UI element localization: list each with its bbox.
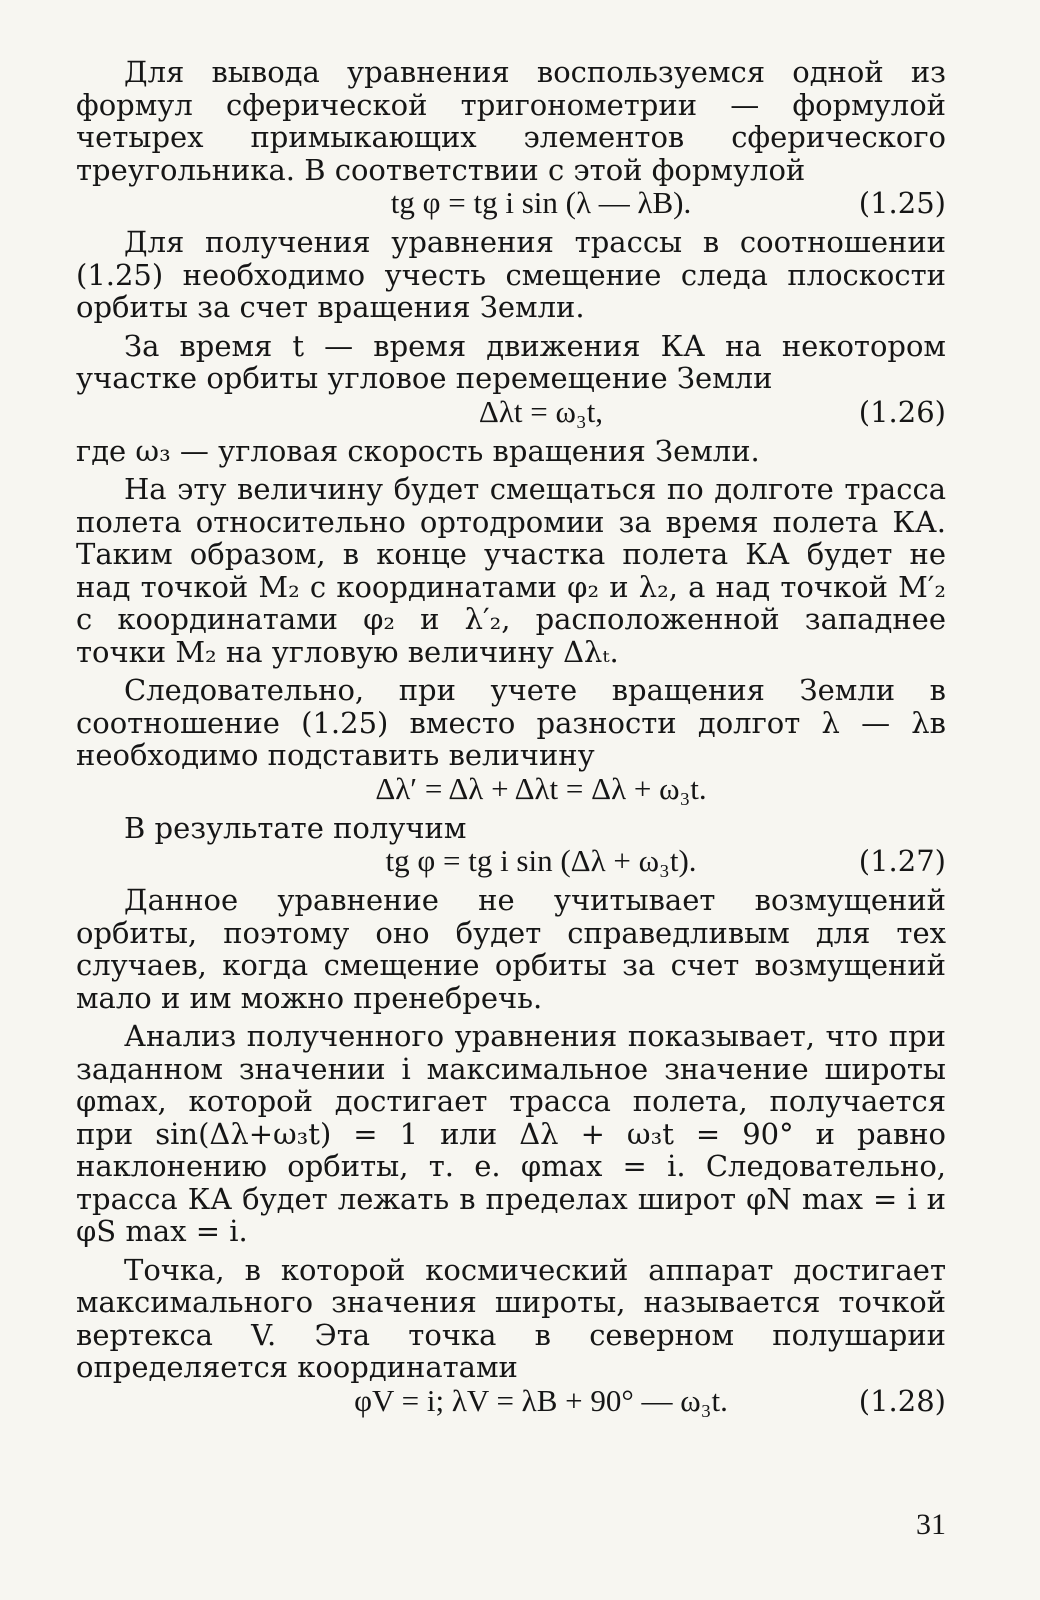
- paragraph-8: Данное уравнение не учитывает возмущений орбиты, поэтому оно будет справедливым для тех случаев, когда смещение орбиты за счет возмущений мало и им можно пренебречь.: [76, 883, 946, 1015]
- equation-1-27: [76, 844, 946, 878]
- equation-expression: tg φ = tg i sin (Δλ + ω₃t).: [385, 843, 697, 878]
- equation-1-26: [76, 395, 946, 429]
- paragraph-7: В результате получим: [124, 810, 467, 845]
- paragraph-10: Точка, в которой космический аппарат достигает максимального значения широты, называется точкой вертекса V. Эта точка в северном полушарии определяется координатами: [76, 1252, 946, 1384]
- page-body: [76, 56, 946, 1418]
- paragraph-5: На эту величину будет смещаться по долготе трасса полета относительно ортодромии за время полета КА. Таким образом, в конце участка полета КА будет не над точкой M₂ с координатами φ₂ и λ₂, а над точкой M′₂ с координатами φ₂ и λ′₂, расположенной западнее точки M₂ на угловую величину Δλₜ.: [76, 472, 946, 669]
- equation-expression: tg φ = tg i sin (λ — λB).: [390, 185, 692, 220]
- equation-number: (1.26): [858, 394, 946, 429]
- paragraph-3: За время t — время движения КА на некотором участке орбиты угловое перемещение Земли: [76, 328, 946, 395]
- equation-1-28: [76, 1384, 946, 1418]
- page-number: 31: [916, 1508, 946, 1541]
- paragraph-1: Для вывода уравнения воспользуемся одной из формул сферической тригонометрии — формулой четырех примыкающих элементов сферического треугольника. В соответствии с этой формулой: [76, 55, 946, 187]
- equation-1-25: [76, 186, 946, 220]
- paragraph-4: где ω₃ — угловая скорость вращения Земли.: [76, 433, 760, 468]
- equation-expression: Δλ′ = Δλ + Δλt = Δλ + ω₃t.: [375, 770, 707, 806]
- equation-number: (1.27): [858, 844, 946, 878]
- equation-expression: Δλt = ω₃t,: [478, 393, 604, 429]
- paragraph-9: Анализ полученного уравнения показывает, что при заданном значении i максимальное значение широты φmax, которой достигает трасса полета, получается при sin(Δλ+ω₃t) = 1 или Δλ + ω₃t = 90° и равно наклонению орбиты, т. е. φmax = i. Следовательно, трасса КА будет лежать в пределах широт φN max = i и φS max = i.: [76, 1019, 946, 1248]
- equation-delta-lambda: [76, 772, 946, 806]
- paragraph-6: Следовательно, при учете вращения Земли в соотношение (1.25) вместо разности долгот λ — λв необходимо подставить величину: [76, 673, 946, 772]
- paragraph-2: Для получения уравнения трассы в соотношении (1.25) необходимо учесть смещение следа плоскости орбиты за счет вращения Земли.: [76, 225, 946, 324]
- equation-number: (1.25): [858, 186, 946, 220]
- equation-number: (1.28): [858, 1383, 946, 1418]
- equation-expression: φV = i; λV = λB + 90° — ω₃t.: [354, 1382, 728, 1418]
